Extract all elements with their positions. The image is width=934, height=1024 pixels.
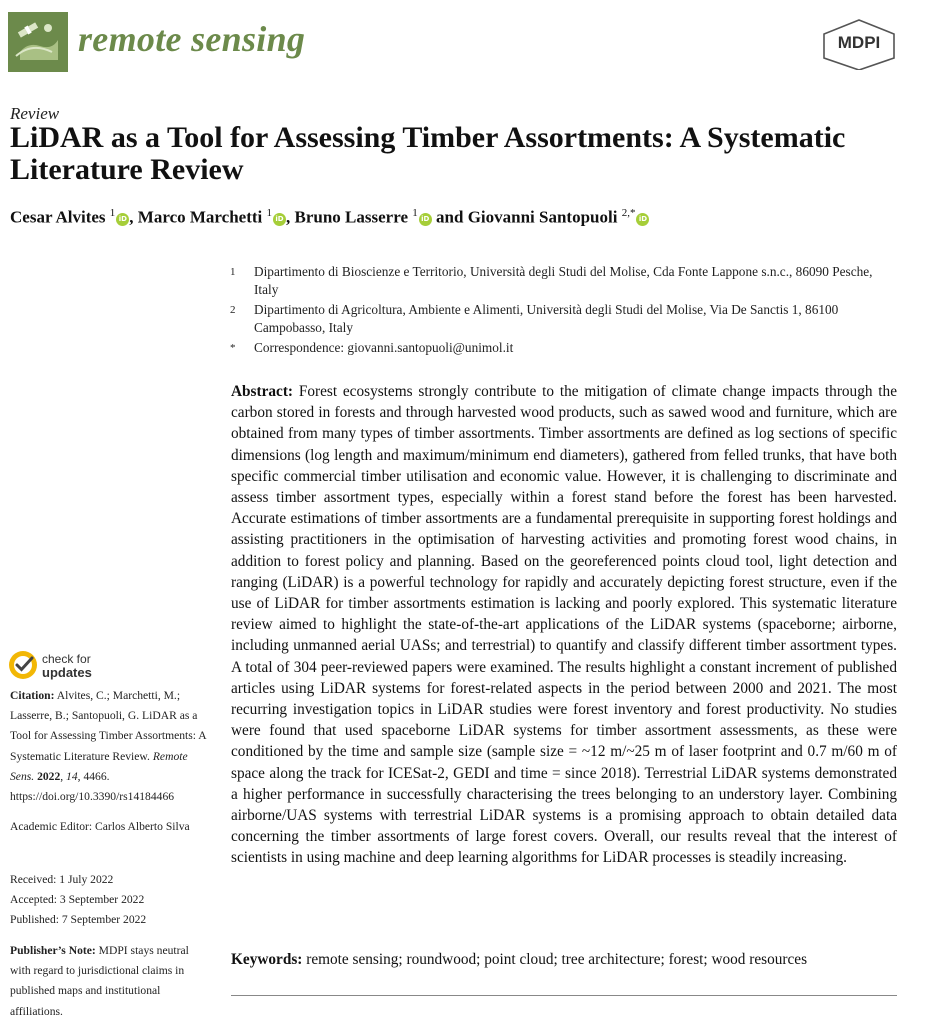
article-type: Review <box>10 104 60 123</box>
affiliation-mark: 2 <box>230 304 236 316</box>
orcid-icon[interactable]: iD <box>636 213 649 226</box>
author-separator: and <box>431 207 468 227</box>
publishers-note <box>10 941 210 1022</box>
check-updates-line1: check for <box>42 652 91 666</box>
affiliation-mark: * <box>230 342 236 354</box>
citation-volume: 14 <box>66 769 78 783</box>
author-affiliation-mark: 2,* <box>621 207 636 219</box>
affiliation-mark: 1 <box>230 266 236 278</box>
article-title: LiDAR as a Tool for Assessing Timber Assortments: A Systematic Literature Review <box>10 121 846 186</box>
author-name[interactable]: Bruno Lasserre <box>294 207 409 227</box>
abstract <box>231 381 897 869</box>
affiliation-1 <box>230 263 890 299</box>
citation: Citation: Alvites, C.; Marchetti, M.; Lasserre, B.; Santopuoli, G. LiDAR as a Tool for Assessing Timber Assortments: A Systematic Literature Review. Remote Sens. 2022, 14, 4466. https://doi.org/10.3390/rs14184466 <box>10 689 206 804</box>
citation-year: 2022 <box>37 769 61 783</box>
orcid-icon[interactable]: iD <box>273 213 286 226</box>
affiliation-text: Dipartimento di Bioscienze e Territorio, Università degli Studi del Molise, Cda Fonte Lappone s.n.c., 86090 Pesche, Italy <box>254 264 873 297</box>
received-date: Received: 1 July 2022 <box>10 873 114 886</box>
academic-editor: Academic Editor: Carlos Alberto Silva <box>10 820 190 833</box>
journal-logo[interactable] <box>8 12 68 72</box>
author-name[interactable]: Marco Marchetti <box>137 207 263 227</box>
author-list <box>10 207 910 228</box>
mdpi-logo-text: MDPI <box>837 33 881 52</box>
author-name[interactable]: Cesar Alvites <box>10 207 106 227</box>
author-affiliation-mark: 1 <box>412 207 418 219</box>
journal-name: remote sensing <box>78 19 306 59</box>
affiliation-2 <box>230 301 890 337</box>
check-updates-icon <box>8 650 38 680</box>
author-name[interactable]: Giovanni Santopuoli <box>467 207 618 227</box>
affiliation-text: Dipartimento di Agricoltura, Ambiente e Alimenti, Università degli Studi del Molise, Via De Sanctis 1, 86100 Campobasso, Italy <box>254 302 839 335</box>
publishers-note-text: MDPI stays neutral with regard to jurisdictional claims in published maps and institutional affiliations. <box>10 944 189 1018</box>
author-separator: , <box>129 207 138 227</box>
correspondence-text[interactable]: Correspondence: giovanni.santopuoli@unimol.it <box>254 340 514 355</box>
author-affiliation-mark: 1 <box>109 207 116 219</box>
divider <box>231 995 897 996</box>
keywords-text: remote sensing; roundwood; point cloud; tree architecture; forest; wood resources <box>306 951 808 968</box>
accepted-date: Accepted: 3 September 2022 <box>10 893 145 906</box>
published-date: Published: 7 September 2022 <box>10 913 147 926</box>
citation-doi[interactable]: , 4466. https://doi.org/10.3390/rs14184466 <box>10 769 175 804</box>
orcid-icon[interactable]: iD <box>419 213 432 226</box>
abstract-text: Forest ecosystems strongly contribute to the mitigation of climate change impacts through the carbon stored in forests and through harvested wood products, such as sawed wood and furniture, which are obtained from many types of timber assortments. Timber assortments are defined as log sections of specific dimensions (log length and maximum/minimum end diameters), gathered from felled trunks, that have both specific commercial timber utilisation and economic value. However, it is challenging to discriminate and assess timber assortment types, especially within a forest stand before the forest has been harvested. Accurate estimations of timber assortments are a fundamental prerequisite in supporting forest holdings and assisting practitioners in the optimisation of harvesting activities and promoting forest wood chains, in addition to forest policy and planning. Based on the georeferenced points cloud tool, light detection and ranging (LiDAR) is a powerful technology for rapidly and accurately depicting forest structure, even if the use of LiDAR for timber assortments estimation is lacking and poorly explored. This systematic literature review aimed to highlight the state-of-the-art applications of the LiDAR systems (spaceborne; airborne, including unmanned aerial UASs; and terrestrial) to quantify and classify different timber assortment types. A total of 304 peer-reviewed papers were examined. The results highlight a constant increment of published articles using LiDAR systems for forest-related aspects in the period between 2000 and 2021. The most recurring investigation topics in LiDAR studies were forest inventory and forest productivity. No studies were found that used spaceborne LiDAR systems for timber assortment assessments, as these were conditioned by the time and sample size (sample size = ~12 m/~25 m of laser footprint and 0.7 m/60 m of space along the track for ICESat-2, GEDI and time = since 2018). Terrestrial LiDAR systems demonstrated a higher performance in successfully characterising the trees belonging to an understory layer. Combining airborne/UAS systems with terrestrial LiDAR systems is a promising approach to obtain detailed data concerning the timber assortments of large forest covers. Overall, our results reveal that the interest of scientists in using machine and deep learning algorithms for LiDAR processes is steadily increasing. <box>231 383 897 867</box>
check-for-updates-button[interactable] <box>8 650 128 684</box>
keywords <box>231 951 897 969</box>
orcid-icon[interactable]: iD <box>116 213 129 226</box>
author-separator: , <box>286 207 295 227</box>
correspondence <box>230 339 890 357</box>
publishers-note-label: Publisher’s Note: <box>10 944 96 957</box>
check-updates-line2: updates <box>42 665 92 680</box>
author-affiliation-mark: 1 <box>266 207 273 219</box>
abstract-label: Abstract: <box>231 383 294 400</box>
citation-label: Citation: <box>10 689 55 702</box>
mdpi-logo[interactable] <box>820 18 898 70</box>
keywords-label: Keywords: <box>231 951 303 968</box>
citation-journal: Remote Sens. <box>10 749 188 783</box>
satellite-icon <box>8 12 68 72</box>
citation-text: Alvites, C.; Marchetti, M.; Lasserre, B.; Santopuoli, G. LiDAR as a Tool for Assessing Timber Assortments: A Systematic Literature Review. <box>10 689 206 763</box>
